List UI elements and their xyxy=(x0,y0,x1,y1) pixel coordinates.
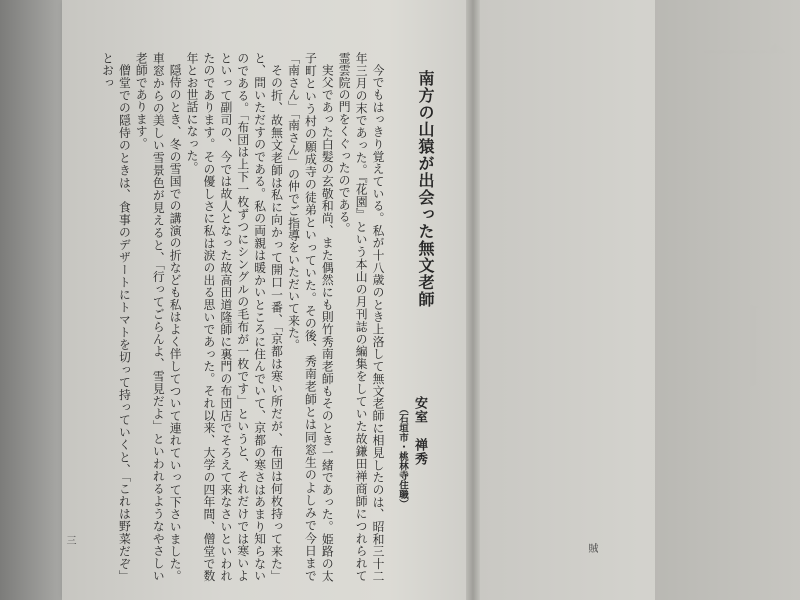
page-number: 三 xyxy=(64,535,75,545)
book-edge-left xyxy=(0,0,62,600)
right-page-tag: 賊 xyxy=(586,543,597,555)
body-paragraph: 隠侍のとき、冬の雪国での講演の折なども私はよく伴してついて連れていって下さいました。車窓からの美しい雪景色が見えると、「行ってごらんよ、雪見だよ」といわれるようなやさしい老師であります。 xyxy=(134,52,183,582)
calligraphy-panel xyxy=(655,0,800,600)
author-affiliation: （石垣市・桃林寺住職） xyxy=(397,404,408,509)
author-name: 安室 禅秀 xyxy=(412,396,427,466)
body-paragraph: その折、故無文老師は私に向かって開口一番、「京都は寒い所だが、布団は何枚持って来た」と、問いただすのである。私の両親は暖かいところに住んでいて、京都の寒さはあまり知らないのである。「布団は上下一枚ずつにシングルの毛布が一枚です」というと、それだけでは寒いよといって副司の、今では故人となった故高田道隆師に裏門の布団店でそろえて来なさいといわれたのであります。その優しさに私は涙の出る思いであった。それ以来、大学の四年間、僧堂で数年とお世話になった。 xyxy=(185,52,284,582)
article-title: 南方の山猿が出会った無文老師 xyxy=(416,70,435,308)
article-body xyxy=(100,52,386,582)
book-gutter xyxy=(466,0,480,600)
body-paragraph: 今でもはっきり覚えている。私が十八歳のとき上洛して無文老師に相見したのは、昭和三十二年三月の末であった。『花園』という本山の月刊誌の編集をしていた故鎌田禅商師につれられて霊雲院の門をくぐったのである。 xyxy=(337,52,385,582)
author-block xyxy=(395,396,429,576)
body-paragraph: 実父であった白髪の玄敬和尚、また偶然にも則竹秀南老師もそのとき一緒であった。姫路の太子町という村の願成寺の徒弟といっていた。その後、秀南老師とは同窓生のよしみで今日まで「南さん」「南さん」の仲でご指導をいただいて来た。 xyxy=(286,52,335,582)
body-paragraph: 僧堂での隠侍のときは、食事のデザートにトマトを切って持っていくと、「これは野菜だぞ」とおっ xyxy=(100,52,132,582)
